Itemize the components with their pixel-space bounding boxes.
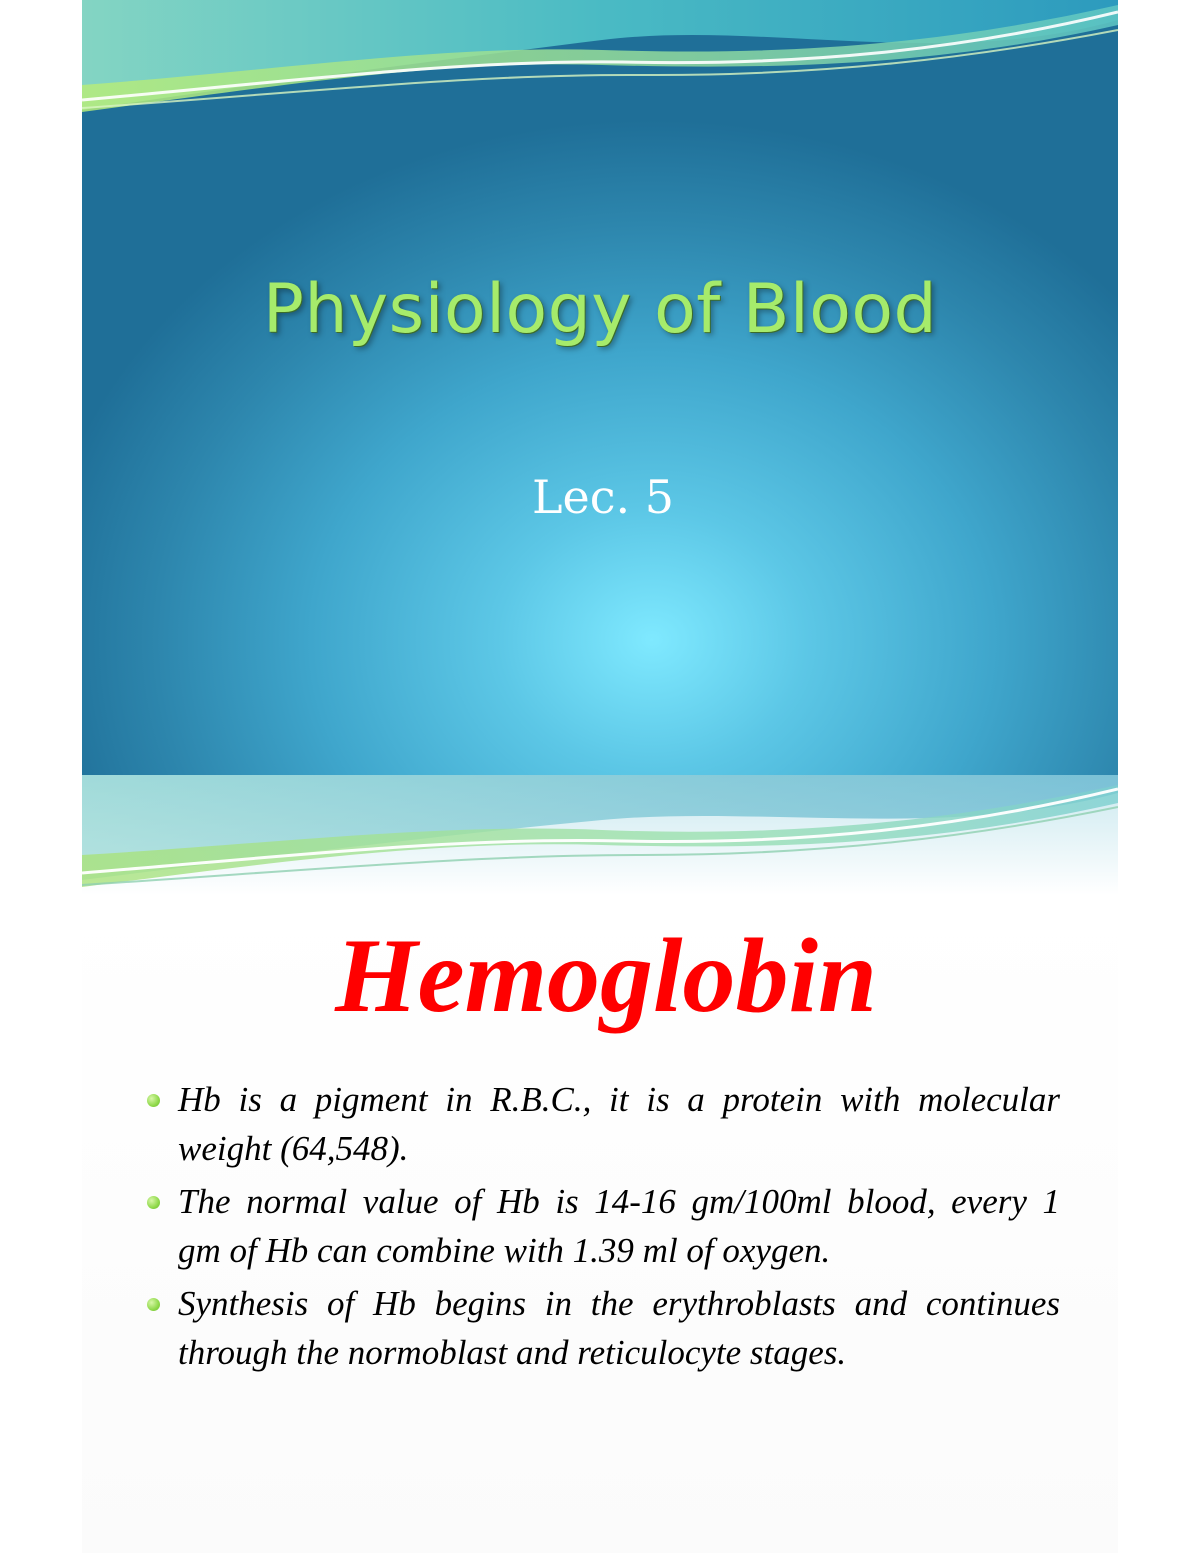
list-item	[144, 1279, 1060, 1377]
list-item	[144, 1075, 1060, 1173]
wave-decoration-top	[82, 0, 1118, 130]
bullet-list	[144, 1075, 1087, 1381]
list-item	[144, 1177, 1087, 1275]
slide-title: Physiology of Blood	[262, 270, 938, 349]
bullet-icon	[147, 1196, 160, 1209]
title-slide	[82, 0, 1118, 775]
bullet-icon	[147, 1094, 160, 1107]
bullet-text: The normal value of Hb is 14-16 gm/100ml blood, every 1 gm of Hb can combine with 1.39 ml of oxygen.	[178, 1182, 1087, 1270]
slide-subtitle: Lec. 5	[531, 470, 675, 524]
slide-heading: Hemoglobin	[335, 917, 877, 1034]
bullet-text: Hb is a pigment in R.B.C., it is a protein with molecular weight (64,548).	[178, 1080, 1060, 1168]
content-slide	[82, 775, 1118, 1553]
bullet-icon	[147, 1298, 160, 1311]
bullet-text: Synthesis of Hb begins in the erythroblasts and continues through the normoblast and reticulocyte stages.	[178, 1284, 1060, 1372]
wave-decoration-top	[82, 775, 1118, 900]
